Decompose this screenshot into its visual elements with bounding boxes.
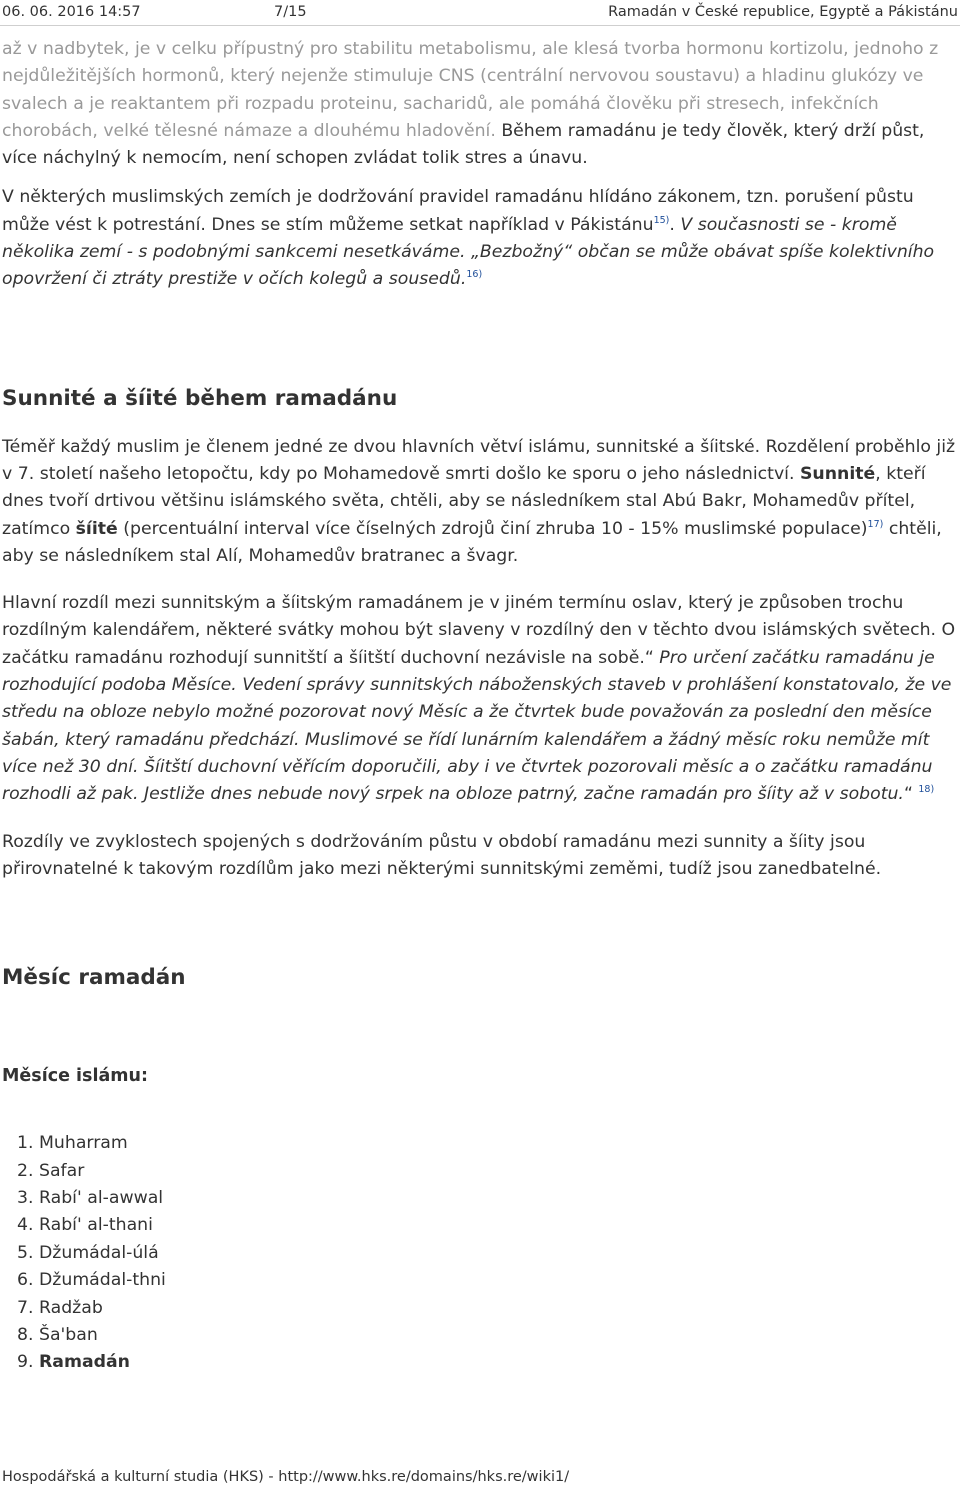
list-item: 5. Džumádal-úlá — [39, 1240, 958, 1267]
list-item — [39, 1349, 958, 1376]
paragraph-difference — [2, 590, 958, 808]
branches-text-3: (percentuální interval více číselných zdrojů činí zhruba 10 - 15% muslimské populace) — [117, 518, 868, 539]
paragraph-cortisol-main: až v nadbytek, je v celku přípustný pro stabilitu metabolismu, ale klesá tvorba hormonu kortizolu, jednoho z nejdůležitějších hormonů, který nejenže stimuluje CNS (centrální nervovou soustavu) a hladinu glukózy ve svalech a je reaktantem při rozpadu proteinu, sacharidů, ale pomáhá člověku při stresech, infekčních chorobách, velké tělesné námaze a dlouhému hladovění. — [2, 39, 939, 141]
page-header — [0, 0, 960, 24]
difference-quote: Pro určení začátku ramadánu je rozhodující podoba Měsíce. Vedení správy sunnitských náboženských staveb v prohlášení konstatovalo, že ve středu na obloze nebylo možné pozorovat nový Měsíc a že čtvrtek bude považován za poslední den měsíce šabán, který ramadánu předchází. Muslimové se řídí lunárním kalendářem a žádný měsíc roku nemůže mít více než 30 dní. Šíitští duchovní věřícím doporučili, aby i ve čtvrtek pozorovali měsíc a o začátku ramadánu rozhodli až pak. Jestliže dnes nebude nový srpek na obloze patrný, začne ramadán pro šíity až v sobotu. — [2, 647, 952, 805]
paragraph-cortisol-tail: Během ramadánu je tedy člověk, který drží půst, více náchylný k nemocím, není schopen zvládat tolik stres a únavu. — [2, 120, 925, 169]
header-divider — [0, 25, 960, 26]
month-ramadan: Ramadán — [39, 1352, 130, 1373]
footnote-ref-18[interactable]: 18) — [918, 784, 935, 796]
list-item: 3. Rabí' al-awwal — [39, 1185, 958, 1212]
list-item: 4. Rabí' al-thani — [39, 1212, 958, 1239]
difference-text-1: Hlavní rozdíl mezi sunnitským a šíitským ramadánem je v jiném termínu oslav, který je způsoben trochu rozdílným kalendářem, některé svátky mohou být slaveny v rozdílný den v těchto dvou islámských světech. O začátku ramadánu rozhodují sunnitští a šíitští duchovní nezávisle na sobě.“ — [2, 593, 956, 668]
branches-text-4: chtěli, aby se následníkem stal Alí, Mohamedův bratranec a švagr. — [2, 518, 942, 566]
paragraph-law-text: V některých muslimských zemích je dodržování pravidel ramadánu hlídáno zákonem, tzn. porušení půstu může vést k potrestání. Dnes se stím můžeme setkat například v Pákistánu — [2, 187, 914, 235]
section-heading-month: Měsíc ramadán — [2, 965, 186, 991]
list-item: 1. Muharram — [39, 1130, 958, 1157]
branches-sunni: Sunnité — [799, 463, 876, 484]
footnote-ref-15[interactable]: 15) — [653, 214, 670, 226]
list-item: 8. Ša'ban — [39, 1322, 958, 1349]
list-item: 6. Džumádal-thni — [39, 1267, 958, 1294]
document-title: Ramadán v České republice, Egyptě a Pákistánu — [608, 4, 958, 20]
footnote-ref-17[interactable]: 17) — [867, 518, 884, 530]
paragraph-law-quote: V současnosti se - kromě několika zemí - s podobnými sankcemi nesetkáváme. „Bezbožný“ občan se může obávat spíše kolektivního opovržení či ztráty prestiže v očích kolegů a sousedů. — [2, 214, 935, 290]
section-heading-sunni-shia: Sunnité a šíité během ramadánu — [2, 385, 398, 411]
paragraph-law — [2, 184, 958, 293]
paragraph-customs: Rozdíly ve zvyklostech spojených s dodržováním půstu v období ramadánu mezi sunnity a šíity jsou přirovnatelné k takovým rozdílům jako mezi některými sunnitskými zeměmi, tudíž jsou zanedbatelné. — [2, 831, 882, 879]
difference-text-2: “ — [903, 784, 919, 805]
document-body — [2, 36, 958, 1377]
subheading-months: Měsíce islámu: — [2, 1066, 148, 1087]
branches-shia: šíité — [75, 518, 118, 539]
paragraph-law-dot: . — [669, 214, 681, 235]
list-item: 7. Radžab — [39, 1295, 958, 1322]
footnote-ref-16[interactable]: 16) — [466, 269, 483, 281]
months-list — [2, 1130, 958, 1377]
paragraph-branches — [2, 434, 958, 570]
print-date: 06. 06. 2016 14:57 — [2, 4, 141, 20]
page-footer: Hospodářská a kulturní studia (HKS) - http://www.hks.re/domains/hks.re/wiki1/ — [2, 1469, 570, 1485]
paragraph-cortisol — [2, 36, 958, 172]
list-item: 2. Safar — [39, 1158, 958, 1185]
page-number: 7/15 — [274, 4, 307, 20]
branches-text-1: Téměř každý muslim je členem jedné ze dvou hlavních větví islámu, sunnitské a šíitské. Rozdělení proběhlo již v 7. století našeho letopočtu, kdy po Mohamedově smrti došlo ke sporu o jeho následnictví. — [2, 436, 956, 484]
branches-text-2: , kteří dnes tvoří drtivou většinu islámského světa, chtěli, aby se následníkem stal Abú Bakr, Mohamedův přítel, zatímco — [2, 463, 926, 539]
